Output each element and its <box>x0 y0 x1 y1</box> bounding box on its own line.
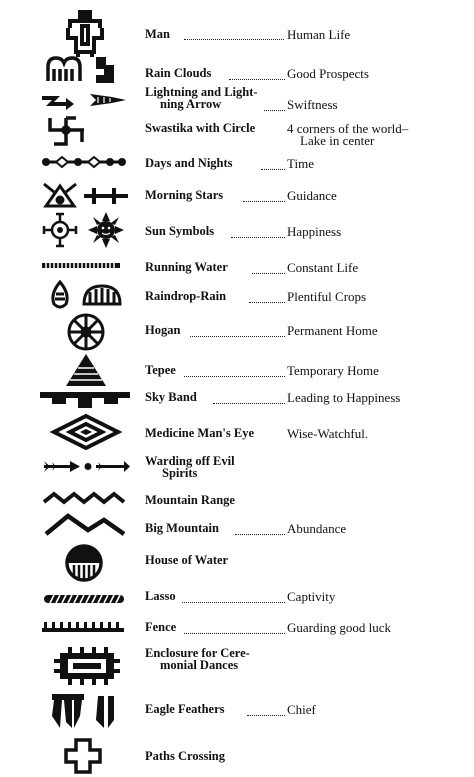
leader-dots <box>264 110 285 111</box>
lasso-icon <box>40 590 130 608</box>
symbol-name: Warding off Evil <box>145 454 235 468</box>
leader-dots <box>243 201 285 202</box>
symbol-name: Rain Clouds <box>145 66 212 80</box>
symbol-name: House of Water <box>145 553 229 567</box>
warding-off-evil-icon <box>40 457 130 477</box>
leader-dots <box>249 302 285 303</box>
symbol-meaning: 4 corners of the world– <box>287 121 409 136</box>
symbol-meaning: Good Prospects <box>287 66 369 81</box>
leader-dots <box>229 79 285 80</box>
leader-dots <box>184 376 285 377</box>
symbol-name: Tepee <box>145 363 176 377</box>
symbol-name: Days and Nights <box>145 156 233 170</box>
leader-dots <box>261 169 285 170</box>
leader-dots <box>184 633 285 634</box>
symbol-name: Morning Stars <box>145 188 224 202</box>
symbol-name: Big Mountain <box>145 521 219 535</box>
leader-dots <box>182 602 285 603</box>
leader-dots <box>213 403 285 404</box>
symbol-meaning: Human Life <box>287 27 351 42</box>
man-icon <box>40 10 130 58</box>
symbol-name: Medicine Man's Eye <box>145 426 255 440</box>
enclosure-icon <box>40 645 130 689</box>
hogan-icon <box>40 312 130 352</box>
symbol-meaning: Constant Life <box>287 260 359 275</box>
symbol-name: Lasso <box>145 589 176 603</box>
leader-dots <box>235 534 285 535</box>
swastika-circle-icon <box>40 114 130 148</box>
eagle-feathers-icon <box>40 692 130 730</box>
symbol-meaning: Chief <box>287 702 316 717</box>
sun-symbols-icon <box>40 212 130 248</box>
symbol-meaning: Guarding good luck <box>287 620 391 635</box>
symbol-meaning: Abundance <box>287 521 347 536</box>
running-water-icon <box>40 260 130 274</box>
tepee-icon <box>40 352 130 388</box>
paths-crossing-icon <box>40 738 130 774</box>
symbol-name-line2: Spirits <box>162 466 198 480</box>
fence-icon <box>40 620 130 634</box>
leader-dots <box>231 237 285 238</box>
leader-dots <box>184 39 284 40</box>
symbol-meaning: Captivity <box>287 589 336 604</box>
symbol-meaning: Permanent Home <box>287 323 378 338</box>
symbol-meaning: Swiftness <box>287 97 338 112</box>
symbol-name: Sky Band <box>145 390 197 404</box>
medicine-mans-eye-icon <box>40 414 130 450</box>
morning-stars-icon <box>40 180 130 210</box>
big-mountain-icon <box>40 512 130 538</box>
symbol-meaning: Temporary Home <box>287 363 379 378</box>
leader-dots <box>190 336 285 337</box>
symbol-name: Mountain Range <box>145 493 235 507</box>
symbol-name: Paths Crossing <box>145 749 225 763</box>
symbol-meaning: Plentiful Crops <box>287 289 367 304</box>
symbol-name: Hogan <box>145 323 181 337</box>
symbol-name: Fence <box>145 620 177 634</box>
rain-clouds-icon <box>40 55 130 85</box>
symbol-meaning-line2: Lake in center <box>300 133 375 148</box>
symbol-name: Lightning and Light- <box>145 85 258 99</box>
symbol-name: Raindrop-Rain <box>145 289 227 303</box>
symbol-name-line2: monial Dances <box>160 658 239 672</box>
house-of-water-icon <box>40 543 130 583</box>
days-nights-icon <box>40 154 130 170</box>
symbol-meaning: Leading to Happiness <box>287 390 401 405</box>
symbol-meaning: Happiness <box>287 224 342 239</box>
symbol-name-line2: ning Arrow <box>160 97 222 111</box>
symbol-meaning: Time <box>287 156 314 171</box>
symbol-meaning: Wise-Watchful. <box>287 426 369 441</box>
symbol-name: Sun Symbols <box>145 224 215 238</box>
symbol-meaning: Guidance <box>287 188 337 203</box>
symbol-name: Swastika with Circle <box>145 121 256 135</box>
mountain-range-icon <box>40 490 130 506</box>
leader-dots <box>247 715 285 716</box>
sky-band-icon <box>40 388 130 410</box>
raindrop-rain-icon <box>40 280 130 310</box>
symbol-name: Running Water <box>145 260 228 274</box>
symbol-name: Man <box>145 27 170 41</box>
leader-dots <box>252 273 285 274</box>
symbol-name: Eagle Feathers <box>145 702 225 716</box>
symbol-name: Enclosure for Cere- <box>145 646 250 660</box>
lightning-arrow-icon <box>40 88 130 112</box>
